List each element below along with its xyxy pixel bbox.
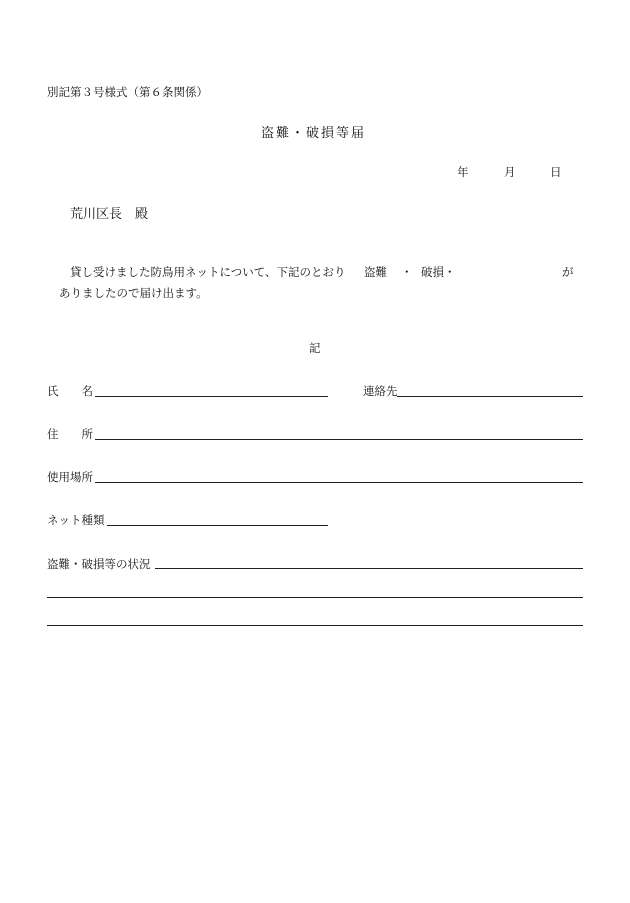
- use-place-field[interactable]: [95, 482, 583, 483]
- date-month-label: 月: [504, 165, 516, 179]
- addressee: 荒川区長 殿: [70, 207, 149, 222]
- date-year-label: 年: [457, 165, 469, 179]
- form-title: 盗難・破損等届: [261, 126, 367, 141]
- option-theft: 盗難: [364, 265, 387, 279]
- situation-field-line-2[interactable]: [47, 597, 583, 598]
- net-type-label: ネット種類: [47, 513, 105, 527]
- situation-field-line-3[interactable]: [47, 625, 583, 626]
- use-place-label: 使用場所: [47, 470, 93, 484]
- body-line-1: 貸し受けました防鳥用ネットについて、下記のとおり: [70, 265, 346, 279]
- option-damage: 破損・: [421, 265, 456, 279]
- form-code: 別記第３号様式（第６条関係）: [47, 85, 208, 99]
- net-type-field[interactable]: [107, 525, 328, 526]
- name-field[interactable]: [95, 396, 328, 397]
- contact-field[interactable]: [397, 396, 583, 397]
- ki-label: 記: [309, 341, 321, 355]
- date-day-label: 日: [550, 165, 562, 179]
- contact-label: 連絡先: [363, 384, 398, 398]
- situation-field[interactable]: [155, 568, 583, 569]
- address-label: 住 所: [47, 427, 93, 441]
- body-line-2: ありましたので届け出ます。: [59, 286, 208, 300]
- name-label: 氏 名: [47, 384, 93, 398]
- address-field[interactable]: [95, 439, 583, 440]
- body-particle: が: [562, 265, 574, 279]
- situation-label: 盗難・破損等の状況: [47, 557, 151, 571]
- option-separator: ・: [401, 265, 413, 279]
